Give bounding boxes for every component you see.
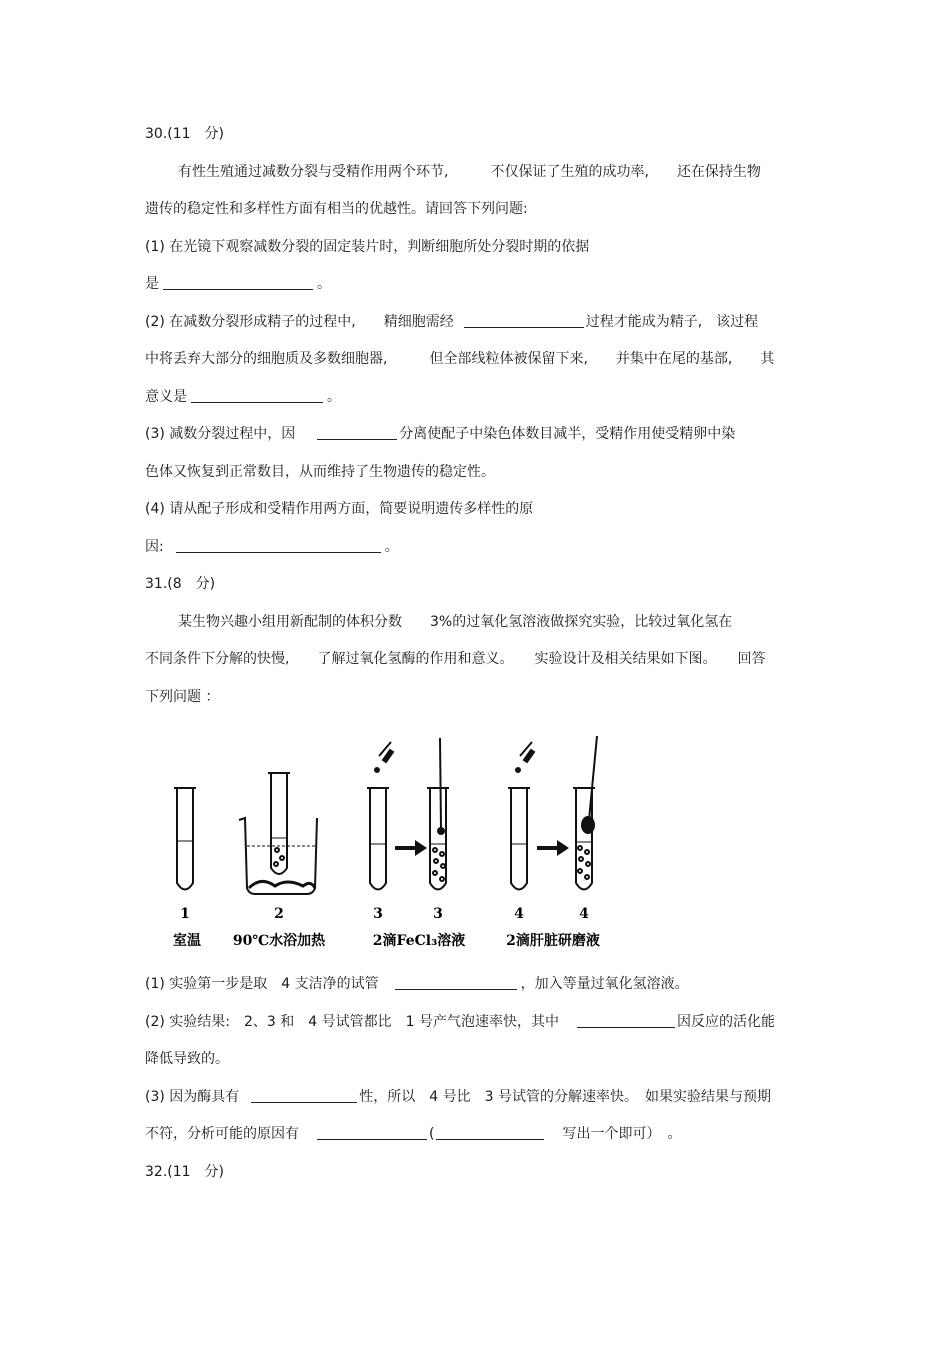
- q31-intro-line2: 不同条件下分解的快慢, 了解过氧化氢酶的作用和意义。 实验设计及相关结果如下图。 回答: [145, 651, 766, 667]
- q30-part1-prefix: 是: [145, 276, 159, 292]
- q30-part4-prefix: 因:: [145, 539, 164, 555]
- q30-part3-line2: 色体又恢复到正常数目，从而维持了生物遗传的稳定性。: [145, 464, 495, 480]
- dropper-4: [516, 742, 534, 772]
- q30-part1-line2: [145, 274, 331, 294]
- q30-part2-suffix: 过程才能成为精子, 该过程: [585, 314, 759, 330]
- q30-part4-line2: [145, 537, 399, 557]
- q30-part2-answer-blank[interactable]: [464, 313, 584, 328]
- tube-number-4a: 4: [514, 906, 524, 922]
- tube-number-1: 1: [180, 906, 190, 922]
- q30-part3-line1: [145, 424, 735, 444]
- water-bath-beaker: [239, 818, 317, 894]
- q31-header: 31.(8 分): [145, 576, 216, 592]
- arrow-4: [537, 840, 569, 856]
- q31-part2-prefix: (2) 实验结果: 2、3 和 4 号试管都比 1 号产气泡速率快，其中: [145, 1014, 559, 1030]
- q31-part2-answer-blank[interactable]: [577, 1013, 675, 1028]
- q30-part3-answer-blank[interactable]: [317, 425, 397, 440]
- test-tube-3-after: [427, 738, 449, 890]
- q30-part2-prefix: (2) 在减数分裂形成精子的过程中, 精细胞需经: [145, 314, 454, 330]
- caption-room-temp: 室温: [173, 933, 201, 949]
- q30-part4-answer-blank[interactable]: [176, 538, 381, 553]
- experiment-figure: [165, 728, 625, 953]
- test-tube-1: [174, 788, 196, 890]
- q30-part1-answer-blank[interactable]: [163, 275, 313, 290]
- q30-header: 30.(11 分): [145, 126, 225, 142]
- tube-number-2: 2: [274, 906, 284, 922]
- q30-intro-line2: 遗传的稳定性和多样性方面有相当的优越性。请回答下列问题:: [145, 201, 528, 217]
- q31-part3-reason-suffix: 写出一个即可） 。: [548, 1126, 682, 1142]
- q30-part2-line1: [145, 312, 758, 332]
- q31-part3-line2: [145, 1124, 681, 1144]
- arrow-3: [395, 840, 427, 856]
- q31-part3-prefix: (3) 因为酶具有: [145, 1089, 240, 1105]
- q31-part3-line1: [145, 1087, 771, 1107]
- q30-part2-meaning-prefix: 意义是: [145, 389, 187, 405]
- q31-part3-reason-paren: (: [429, 1126, 435, 1142]
- q30-part2-line3: [145, 387, 341, 407]
- caption-water-bath: 90℃水浴加热: [232, 933, 326, 949]
- q31-part1-answer-blank[interactable]: [395, 975, 517, 990]
- q30-part3-suffix: 分离使配子中染色体数目减半，受精作用使受精卵中染: [399, 426, 736, 442]
- q30-part3-prefix: (3) 减数分裂过程中，因: [145, 426, 296, 442]
- q31-part2-suffix: 因反应的活化能: [676, 1014, 775, 1030]
- tube-number-4b: 4: [579, 906, 589, 922]
- test-tube-3-before: [367, 788, 389, 890]
- test-tube-4-before: [508, 788, 530, 890]
- q30-part4-suffix: 。: [384, 539, 399, 555]
- q30-part1-line1: (1) 在光镜下观察减数分裂的固定装片时，判断细胞所处分裂时期的依据: [145, 239, 590, 255]
- q30-part2-meaning-suffix: 。: [327, 389, 341, 405]
- test-tube-4-after: [573, 736, 597, 890]
- q30-part4-line1: (4) 请从配子形成和受精作用两方面，简要说明遗传多样性的原: [145, 501, 534, 517]
- q31-part3-suffix: 性，所以 4 号比 3 号试管的分解速率快。 如果实验结果与预期: [359, 1089, 771, 1105]
- q30-part2-line2: 中将丢弃大部分的细胞质及多数细胞器, 但全部线粒体被保留下来, 并集中在尾的基部, 其: [145, 351, 775, 367]
- dropper-3: [375, 742, 393, 772]
- tube-number-3a: 3: [373, 906, 383, 922]
- caption-liver: 2滴肝脏研磨液: [506, 933, 600, 949]
- q31-part2-line1: [145, 1012, 775, 1032]
- q31-part2-line2: 降低导致的。: [145, 1051, 229, 1067]
- q31-part3-reason-blank2[interactable]: [436, 1125, 544, 1140]
- q30-part1-suffix: 。: [317, 276, 331, 292]
- q31-part1-line1: [145, 974, 689, 994]
- q30-intro-line1: 有性生殖通过减数分裂与受精作用两个环节, 不仅保证了生殖的成功率, 还在保持生物: [178, 164, 761, 180]
- q31-part3-reason-blank[interactable]: [317, 1125, 427, 1140]
- caption-fecl3: 2滴FeCl₃溶液: [372, 933, 466, 949]
- q31-part1-prefix: (1) 实验第一步是取 4 支洁净的试管: [145, 976, 379, 992]
- tube-number-3b: 3: [433, 906, 443, 922]
- q31-part1-suffix: ，加入等量过氧化氢溶液。: [520, 976, 689, 992]
- test-tube-2: [268, 773, 290, 874]
- q31-part3-answer-blank[interactable]: [251, 1088, 357, 1103]
- q32-header: 32.(11 分): [145, 1164, 225, 1180]
- q31-intro-line1: 某生物兴趣小组用新配制的体积分数 3%的过氧化氢溶液做探究实验，比较过氧化氢在: [178, 614, 733, 630]
- q31-part3-reason-prefix: 不符，分析可能的原因有: [145, 1126, 299, 1142]
- q30-part2-meaning-blank[interactable]: [191, 388, 323, 403]
- q31-intro-line3: 下列问题 ：: [145, 689, 220, 705]
